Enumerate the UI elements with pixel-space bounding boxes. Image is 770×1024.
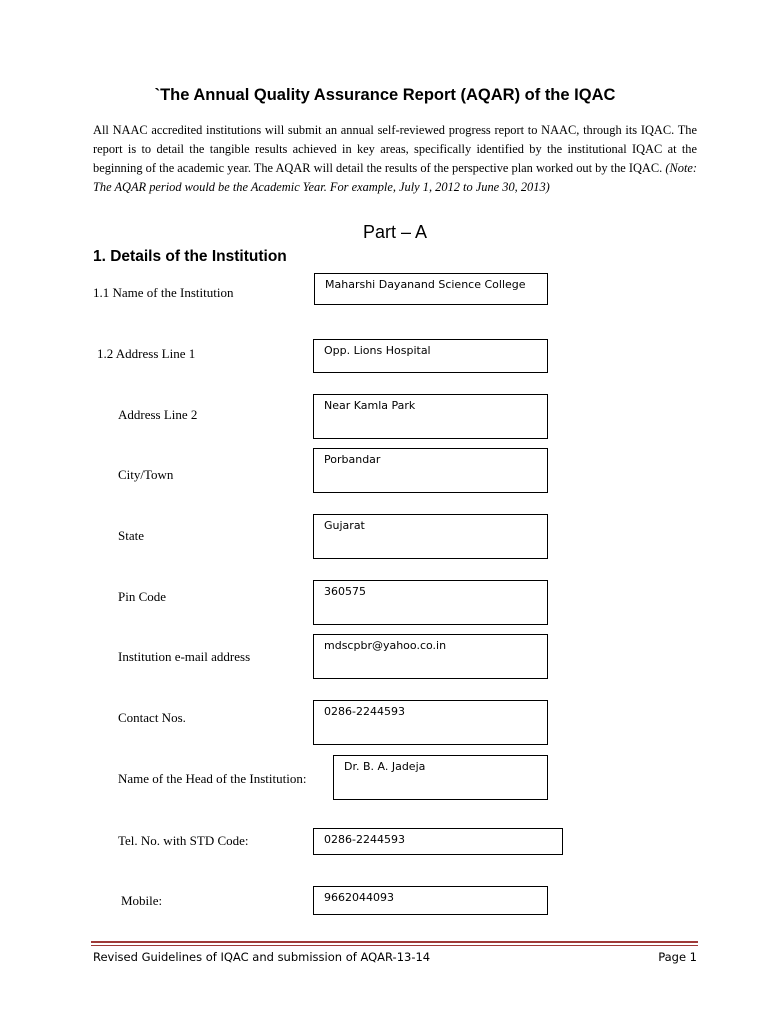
email-label: Institution e-mail address <box>118 649 251 664</box>
document-title: `The Annual Quality Assurance Report (AQAR) of the IQAC <box>154 86 616 104</box>
institution-name-field[interactable]: Maharshi Dayanand Science College <box>314 273 548 305</box>
tel-label: Tel. No. with STD Code: <box>118 833 249 848</box>
footer-divider-thin <box>91 945 698 946</box>
pin-code-field[interactable]: 360575 <box>313 580 548 625</box>
address2-label: Address Line 2 <box>118 407 198 422</box>
city-field[interactable]: Porbandar <box>313 448 548 493</box>
state-field[interactable]: Gujarat <box>313 514 548 559</box>
email-field[interactable]: mdscpbr@yahoo.co.in <box>313 634 548 679</box>
city-label: City/Town <box>118 467 174 482</box>
section-heading: 1. Details of the Institution <box>93 248 287 265</box>
tel-field[interactable]: 0286-2244593 <box>313 828 563 855</box>
page-number: Page 1 <box>658 950 697 964</box>
footer-divider <box>91 941 698 943</box>
address-line2-field[interactable]: Near Kamla Park <box>313 394 548 439</box>
mobile-label: Mobile: <box>121 893 163 908</box>
mobile-field[interactable]: 9662044093 <box>313 886 548 915</box>
contact-field[interactable]: 0286-2244593 <box>313 700 548 745</box>
footer-text: Revised Guidelines of IQAC and submission of AQAR-13-14 <box>93 950 431 964</box>
state-label: State <box>118 528 144 543</box>
part-heading: Part – A <box>362 222 428 242</box>
address-line1-field[interactable]: Opp. Lions Hospital <box>313 339 548 373</box>
head-name-field[interactable]: Dr. B. A. Jadeja <box>333 755 548 800</box>
intro-paragraph <box>93 121 697 197</box>
address1-label: 1.2 Address Line 1 <box>97 346 196 361</box>
intro-note: (Note: The AQAR period would be the Academic Year. For example, July 1, 2012 to June 30, 2013) <box>93 161 698 194</box>
pin-label: Pin Code <box>118 589 167 604</box>
name-label: 1.1 Name of the Institution <box>93 285 234 300</box>
contact-label: Contact Nos. <box>118 710 186 725</box>
intro-text: All NAAC accredited institutions will submit an annual self-reviewed progress report to NAAC, through its IQAC. The report is to detail the tangible results achieved in key areas, specifically identified by the institutional IQAC at the beginning of the academic year. The AQAR will detail the results of the perspective plan worked out by the IQAC. <box>93 123 697 175</box>
head-label: Name of the Head of the Institution: <box>118 771 307 786</box>
